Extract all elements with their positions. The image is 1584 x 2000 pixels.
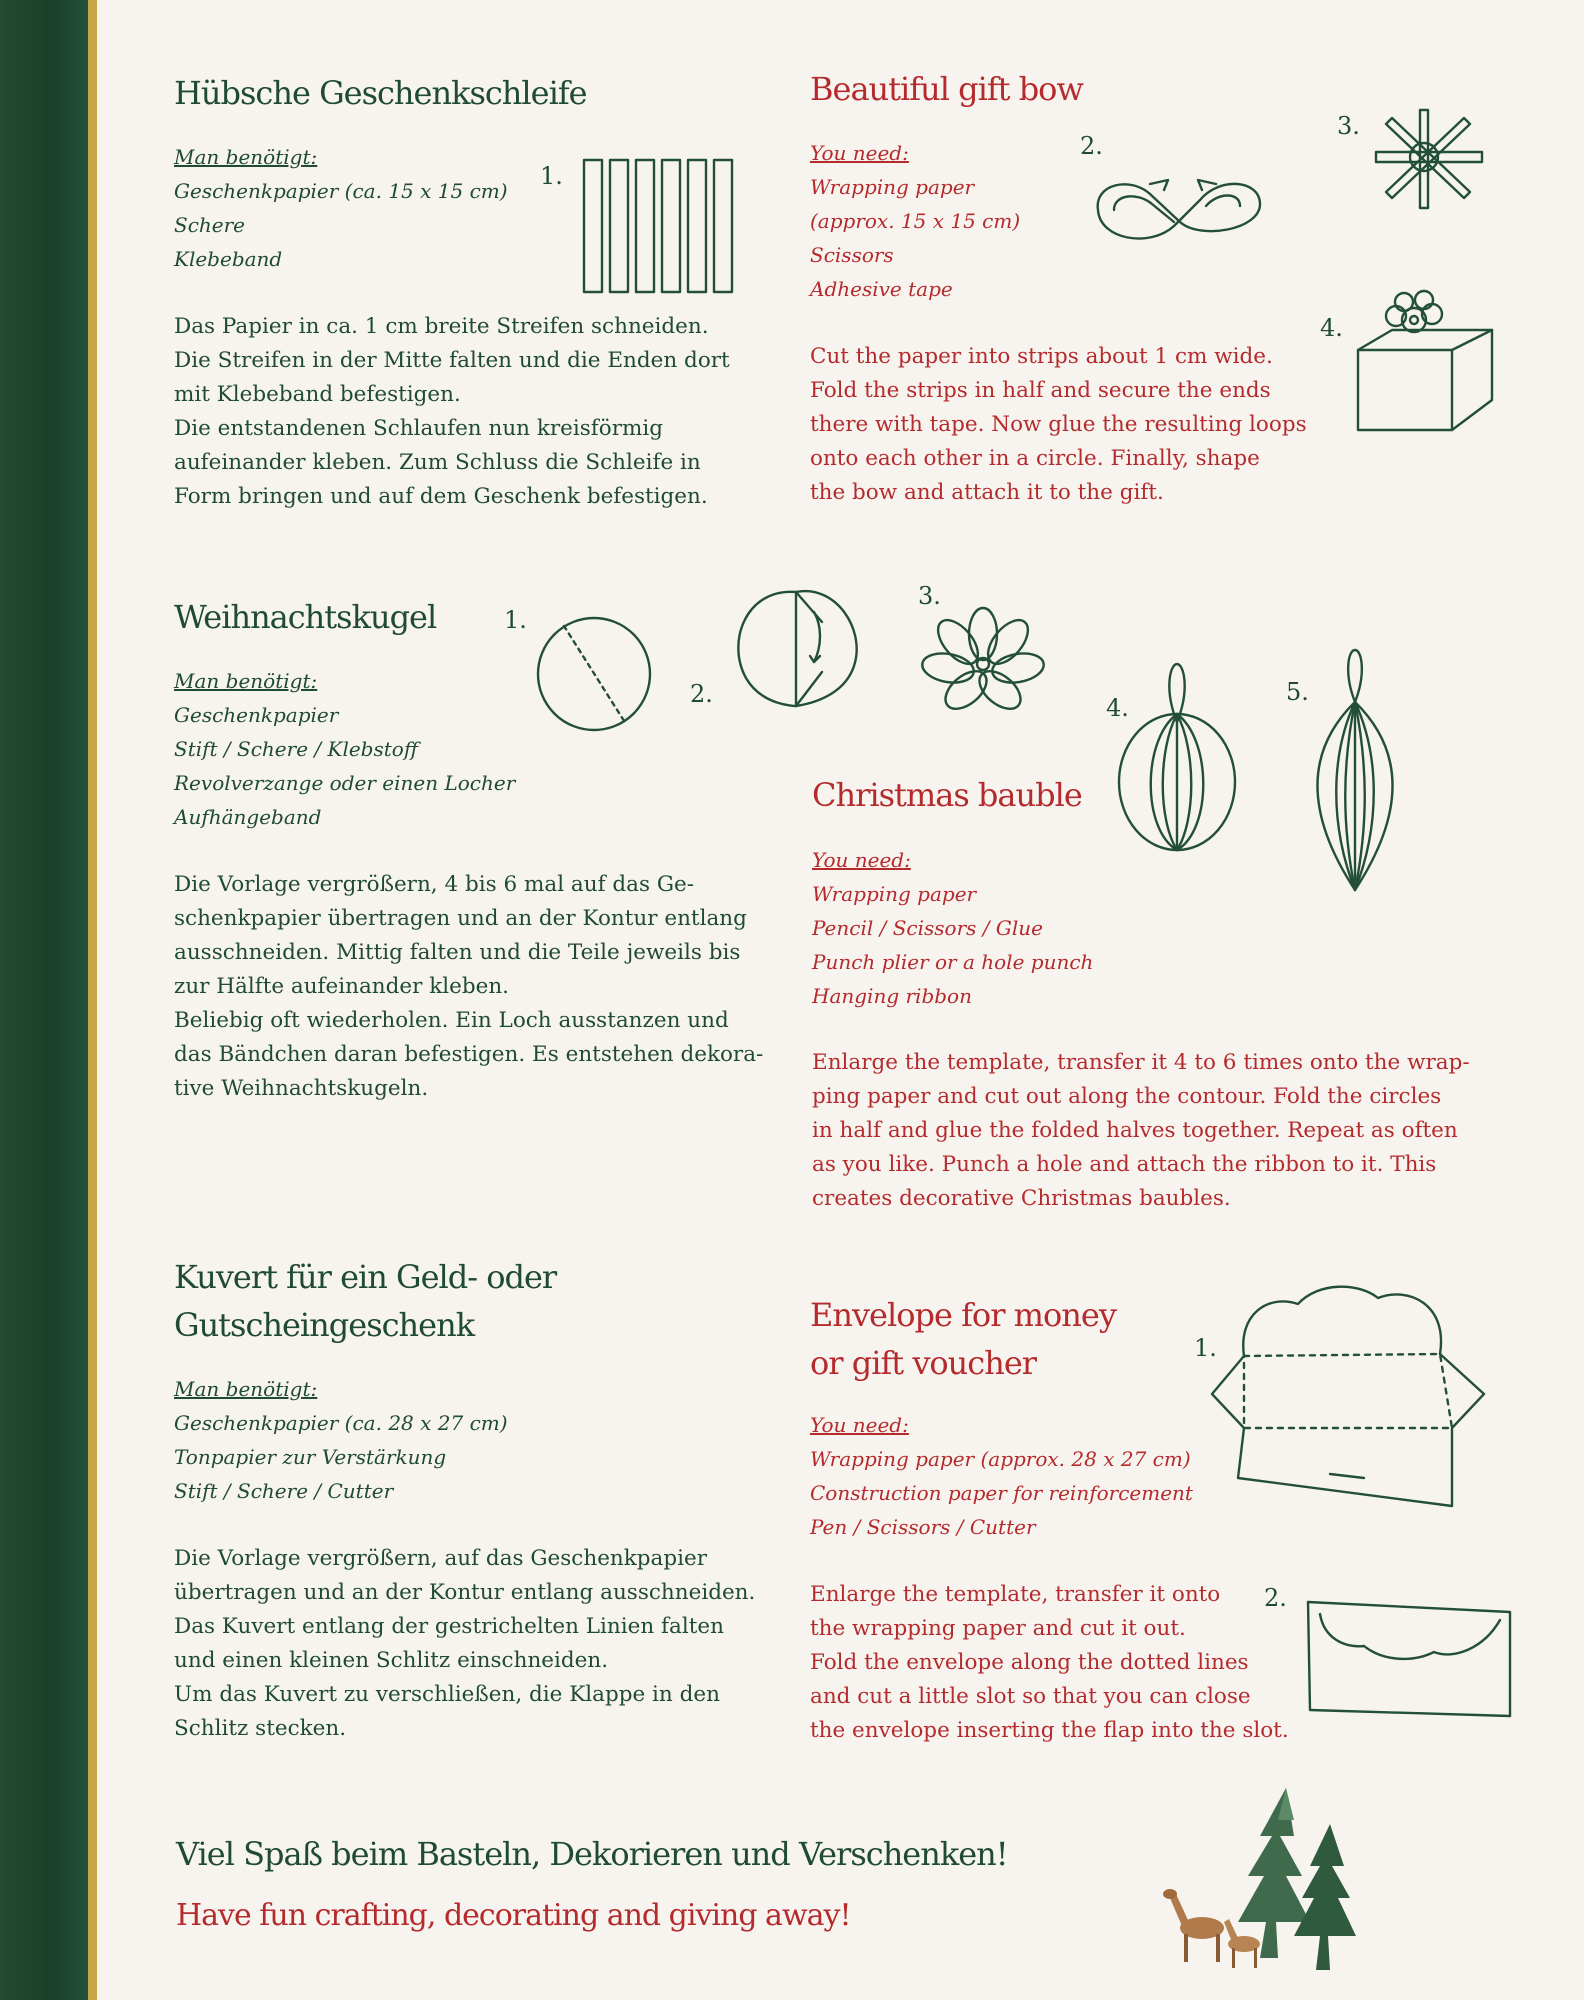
materials-heading: You need: [812, 848, 911, 872]
closing-text-de: Viel Spaß beim Basteln, Dekorieren und Verschenken! [176, 1835, 1008, 1873]
material-item: Wrapping paper [810, 175, 975, 199]
material-item: Revolverzange oder einen Locher [174, 771, 516, 795]
materials-heading: Man benötigt: [174, 669, 318, 693]
folded-loop-illustration [1090, 170, 1270, 250]
closing-text-en: Have fun crafting, decorating and giving away! [176, 1898, 851, 1933]
text-line: tive Weihnachtskugeln. [174, 1076, 429, 1101]
bow-step-1-number: 1. [540, 162, 563, 190]
material-item: Hanging ribbon [812, 984, 972, 1008]
bauble-title-en: Christmas bauble [812, 776, 1082, 814]
materials-heading: Man benötigt: [174, 1377, 318, 1401]
round-bauble-illustration [1112, 660, 1242, 860]
material-item: Pen / Scissors / Cutter [810, 1515, 1036, 1539]
envelope-materials-en [810, 1408, 1193, 1544]
material-item: Adhesive tape [810, 277, 953, 301]
closed-envelope-illustration [1304, 1598, 1514, 1718]
bauble-step-4-number: 4. [1106, 694, 1129, 722]
materials-heading: You need: [810, 141, 909, 165]
material-item: Klebeband [174, 247, 283, 271]
material-item: Stift / Schere / Cutter [174, 1479, 394, 1503]
text-line: and cut a little slot so that you can close [810, 1684, 1251, 1709]
bow-title-de: Hübsche Geschenkschleife [174, 74, 587, 112]
text-line: as you like. Punch a hole and attach the ribbon to it. This [812, 1152, 1437, 1177]
envelope-title-en-line-1: Envelope for money [810, 1296, 1116, 1334]
folded-circle-illustration [726, 582, 866, 712]
glued-segments-illustration [918, 604, 1048, 714]
gold-spine-stripe [88, 0, 97, 2000]
fir-tree-icon [1294, 1824, 1356, 1970]
text-line: there with tape. Now glue the resulting loops [810, 412, 1307, 437]
text-line: in half and glue the folded halves together. Repeat as often [812, 1118, 1458, 1143]
envelope-step-1-number: 1. [1194, 1334, 1217, 1362]
envelope-materials-de [174, 1372, 508, 1508]
text-line: aufeinander kleben. Zum Schluss die Schleife in [174, 450, 701, 475]
material-item: Construction paper for reinforcement [810, 1481, 1193, 1505]
bauble-step-3-number: 3. [918, 582, 941, 610]
material-item: Wrapping paper (approx. 28 x 27 cm) [810, 1447, 1191, 1471]
material-item: Wrapping paper [812, 882, 977, 906]
fir-trees-and-deer-illustration [1160, 1780, 1360, 1980]
text-line: Cut the paper into strips about 1 cm wide. [810, 344, 1273, 369]
green-book-spine [0, 0, 88, 2000]
text-line: Fold the envelope along the dotted lines [810, 1650, 1249, 1675]
materials-heading: Man benötigt: [174, 145, 318, 169]
bow-step-4-number: 4. [1320, 314, 1343, 342]
envelope-template-illustration [1208, 1274, 1488, 1514]
deer-icon [1224, 1919, 1260, 1968]
material-item: Tonpapier zur Verstärkung [174, 1445, 447, 1469]
material-item: Geschenkpapier (ca. 15 x 15 cm) [174, 179, 508, 203]
bauble-materials-en [812, 843, 1093, 1013]
envelope-step-2-number: 2. [1264, 1584, 1287, 1612]
paper-strips-illustration [580, 156, 750, 296]
text-line: mit Klebeband befestigen. [174, 382, 461, 407]
bauble-instructions-en [812, 1046, 1470, 1216]
material-item: Geschenkpapier (ca. 28 x 27 cm) [174, 1411, 508, 1435]
envelope-instructions-en [810, 1578, 1289, 1748]
text-line: Die Vorlage vergrößern, auf das Geschenkpapier [174, 1546, 708, 1571]
bow-materials-en [810, 136, 1020, 306]
text-line: Form bringen und auf dem Geschenk befestigen. [174, 484, 708, 509]
text-line: Die Streifen in der Mitte falten und die Enden dort [174, 348, 730, 373]
text-line: Enlarge the template, transfer it onto [810, 1582, 1221, 1607]
text-line: the bow and attach it to the gift. [810, 480, 1164, 505]
envelope-title-de-line-2: Gutscheingeschenk [174, 1306, 475, 1344]
text-line: Die Vorlage vergrößern, 4 bis 6 mal auf das Ge- [174, 872, 694, 897]
bow-title-en: Beautiful gift bow [810, 70, 1083, 108]
gift-box-with-bow-illustration [1352, 290, 1502, 440]
material-item: Geschenkpapier [174, 703, 339, 727]
text-line: Das Papier in ca. 1 cm breite Streifen schneiden. [174, 314, 709, 339]
material-item: Pencil / Scissors / Glue [812, 916, 1043, 940]
bauble-step-2-number: 2. [690, 680, 713, 708]
bauble-step-1-number: 1. [504, 606, 527, 634]
material-item: (approx. 15 x 15 cm) [810, 209, 1021, 233]
bow-instructions-en [810, 340, 1307, 510]
deer-icon [1163, 1889, 1224, 1962]
bauble-materials-de [174, 664, 515, 834]
envelope-instructions-de [174, 1542, 755, 1746]
bow-step-2-number: 2. [1080, 132, 1103, 160]
text-line: Fold the strips in half and secure the ends [810, 378, 1271, 403]
material-item: Stift / Schere / Klebstoff [174, 737, 418, 761]
text-line: Die entstandenen Schlaufen nun kreisförmig [174, 416, 663, 441]
text-line: übertragen und an der Kontur entlang ausschneiden. [174, 1580, 756, 1605]
bow-materials-de [174, 140, 508, 276]
text-line: Beliebig oft wiederholen. Ein Loch ausstanzen und [174, 1008, 729, 1033]
material-item: Schere [174, 213, 246, 237]
text-line: Schlitz stecken. [174, 1716, 347, 1741]
bow-instructions-de [174, 310, 730, 514]
text-line: das Bändchen daran befestigen. Es entstehen dekora- [174, 1042, 764, 1067]
bow-step-3-number: 3. [1337, 112, 1360, 140]
text-line: ping paper and cut out along the contour. Fold the circles [812, 1084, 1442, 1109]
material-item: Aufhängeband [174, 805, 322, 829]
text-line: the wrapping paper and cut it out. [810, 1616, 1186, 1641]
bauble-step-5-number: 5. [1286, 678, 1309, 706]
text-line: Um das Kuvert zu verschließen, die Klappe in den [174, 1682, 720, 1707]
text-line: und einen kleinen Schlitz einschneiden. [174, 1648, 609, 1673]
text-line: Enlarge the template, transfer it 4 to 6 times onto the wrap- [812, 1050, 1470, 1075]
material-item: Punch plier or a hole punch [812, 950, 1094, 974]
layered-loops-illustration [1370, 104, 1490, 214]
materials-heading: You need: [810, 1413, 909, 1437]
text-line: ausschneiden. Mittig falten und die Teile jeweils bis [174, 940, 741, 965]
drop-bauble-illustration [1300, 646, 1410, 896]
paper-circle-illustration [534, 612, 654, 732]
text-line: creates decorative Christmas baubles. [812, 1186, 1231, 1211]
text-line: zur Hälfte aufeinander kleben. [174, 974, 510, 999]
envelope-title-en-line-2: or gift voucher [810, 1344, 1037, 1382]
text-line: schenkpapier übertragen und an der Kontur entlang [174, 906, 747, 931]
text-line: Das Kuvert entlang der gestrichelten Linien falten [174, 1614, 724, 1639]
material-item: Scissors [810, 243, 894, 267]
envelope-title-de-line-1: Kuvert für ein Geld- oder [174, 1258, 557, 1296]
text-line: the envelope inserting the flap into the slot. [810, 1718, 1289, 1743]
bauble-title-de: Weihnachtskugel [174, 598, 437, 636]
text-line: onto each other in a circle. Finally, shape [810, 446, 1260, 471]
bauble-instructions-de [174, 868, 763, 1106]
